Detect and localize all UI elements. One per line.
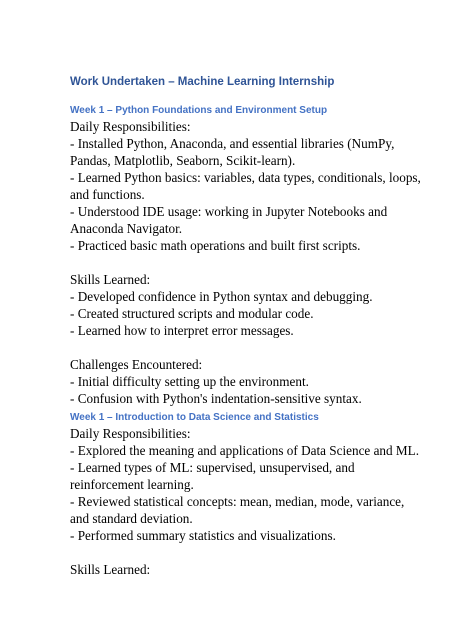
week-heading: Week 1 – Introduction to Data Science and Statistics [70,412,319,423]
bullet-line: Anaconda Navigator. [70,221,183,236]
week-section [70,104,421,407]
bullet-line: - Understood IDE usage: working in Jupyter Notebooks and [70,204,388,219]
bullet-line: - Learned types of ML: supervised, unsupervised, and [70,460,355,475]
bullet-line: - Practiced basic math operations and built first scripts. [70,238,361,253]
bullet-line: reinforcement learning. [70,477,194,492]
bullet-line: and functions. [70,187,145,202]
block-label: Skills Learned: [70,272,151,287]
block-label: Daily Responsibilities: [70,119,191,134]
bullet-line: - Learned how to interpret error messages. [70,323,294,338]
week-heading: Week 1 – Python Foundations and Environment Setup [70,105,328,116]
bullet-line: - Explored the meaning and applications of Data Science and ML. [70,443,419,458]
blank-line [70,544,410,561]
bullet-line: - Initial difficulty setting up the environment. [70,374,309,389]
challenges-block [70,356,410,407]
skills-block [70,561,410,578]
bullet-line: - Performed summary statistics and visualizations. [70,528,336,543]
responsibilities-block [70,118,421,254]
blank-line [70,339,410,356]
week-section [70,411,419,578]
bullet-line: Pandas, Matplotlib, Seaborn, Scikit-learn). [70,153,296,168]
skills-block [70,271,410,339]
document-content [70,74,421,578]
bullet-line: - Installed Python, Anaconda, and essential libraries (NumPy, [70,136,395,151]
blank-line [70,254,410,271]
bullet-line: - Developed confidence in Python syntax and debugging. [70,289,373,304]
bullet-line: - Reviewed statistical concepts: mean, median, mode, variance, [70,494,405,509]
responsibilities-block [70,425,419,544]
block-label: Skills Learned: [70,562,151,577]
block-label: Daily Responsibilities: [70,426,191,441]
document-title: Work Undertaken – Machine Learning Internship [70,76,335,88]
bullet-line: - Created structured scripts and modular code. [70,306,314,321]
block-label: Challenges Encountered: [70,357,203,372]
bullet-line: and standard deviation. [70,511,193,526]
bullet-line: - Confusion with Python's indentation-sensitive syntax. [70,391,362,406]
bullet-line: - Learned Python basics: variables, data types, conditionals, loops, [70,170,421,185]
